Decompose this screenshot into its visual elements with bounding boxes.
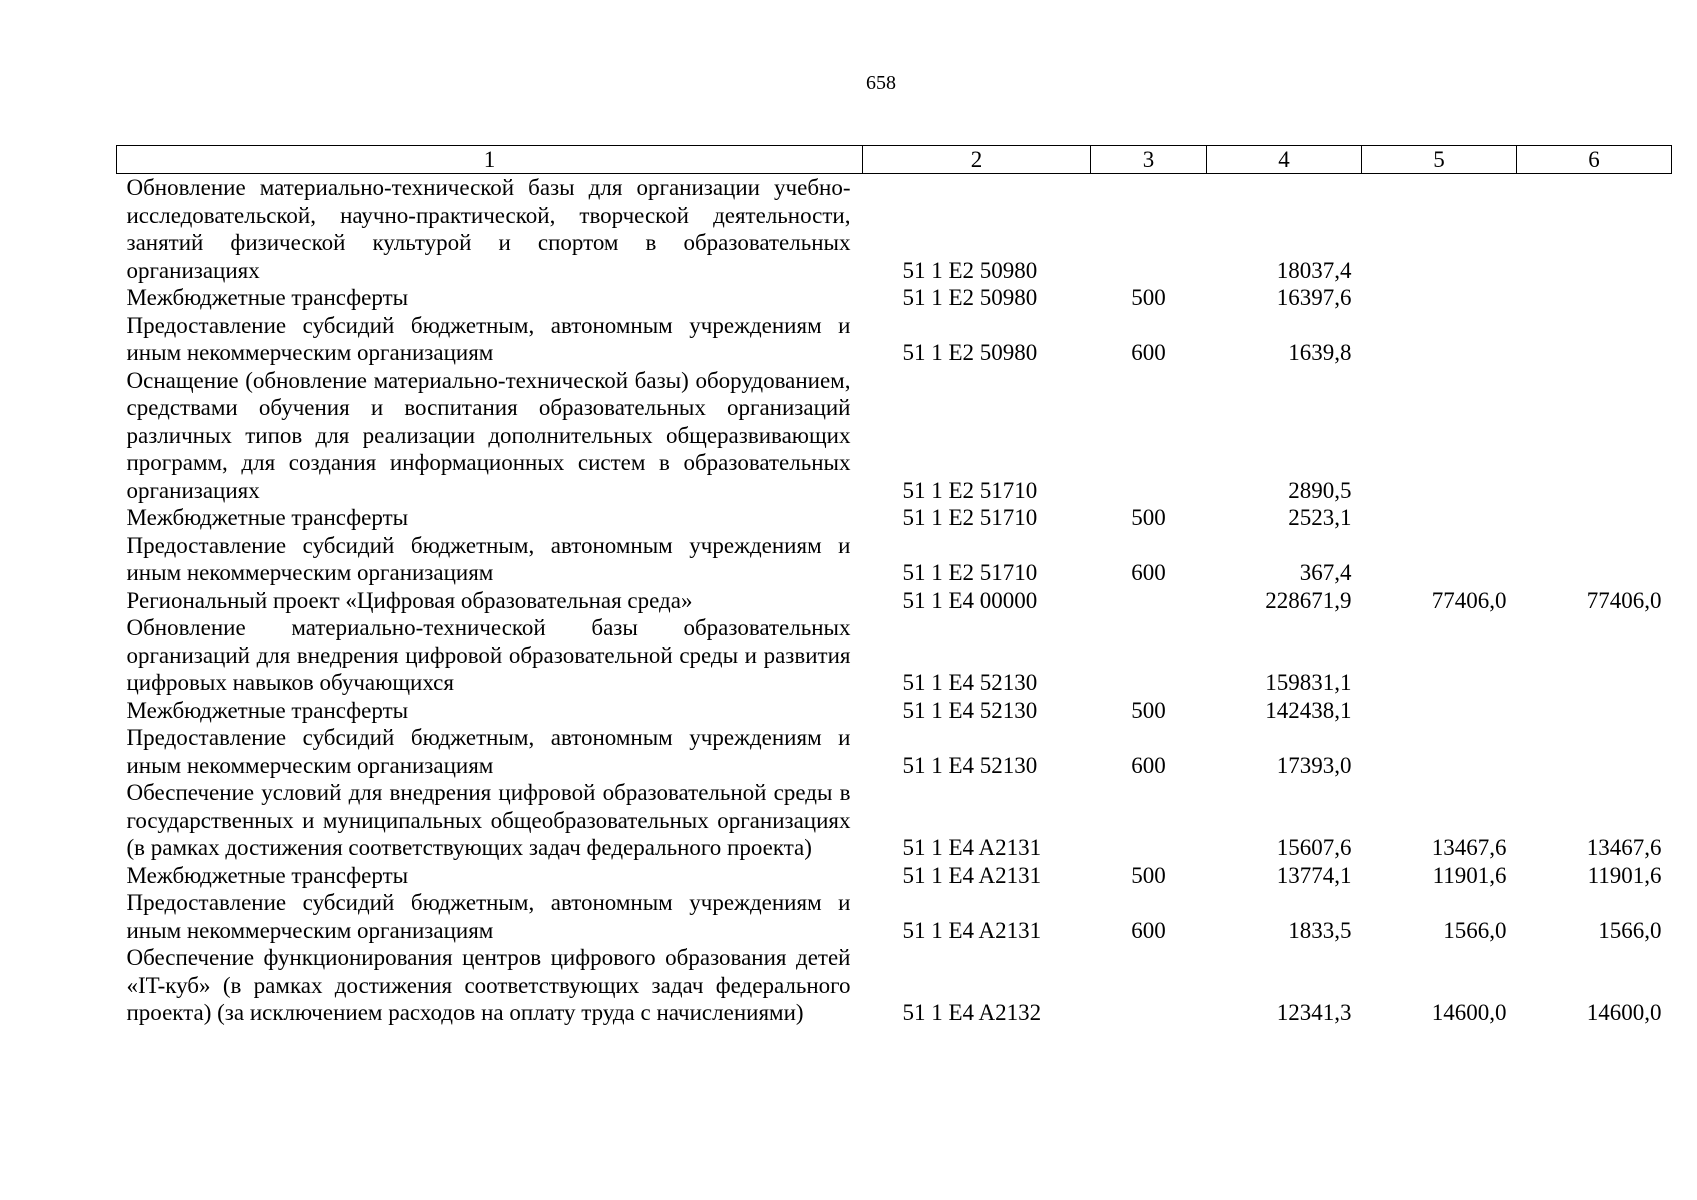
row-expense-type: 600 xyxy=(1131,917,1166,943)
row-value-col6 xyxy=(1517,697,1672,725)
row-value-col4: 18037,4 xyxy=(1276,257,1352,283)
table-row xyxy=(117,504,1672,532)
row-expense-type: 500 xyxy=(1131,862,1166,888)
row-name: Обновление материально-технической базы для организации учебно-исследовательской, научно-практической, творческой деятельности, занятий физической культурой и спортом в образовательных организациях xyxy=(126,175,851,283)
row-value-col5 xyxy=(1362,532,1517,587)
row-name: Оснащение (обновление материально-технической базы) оборудованием, средствами обучения и воспитания образовательных организаций различных типов для реализации дополнительных общеразвивающих программ, для создания информационных систем в образовательных организациях xyxy=(126,367,851,503)
column-header-5: 5 xyxy=(1362,146,1517,174)
row-code: 51 1 E2 50980 xyxy=(902,340,1038,365)
table-body xyxy=(117,174,1672,1027)
table-row xyxy=(117,944,1672,1027)
row-value-col6 xyxy=(1517,532,1672,587)
row-value-col6 xyxy=(1517,284,1672,312)
row-name: Региональный проект «Цифровая образовательная среда» xyxy=(126,587,693,613)
page-number: 658 xyxy=(866,72,896,94)
row-expense-type xyxy=(1091,614,1207,697)
column-header-3: 3 xyxy=(1091,146,1207,174)
row-value-col6 xyxy=(1517,614,1672,697)
row-value-col5: 11901,6 xyxy=(1432,862,1507,888)
row-value-col4: 16397,6 xyxy=(1276,285,1352,310)
row-value-col5: 14600,0 xyxy=(1431,1000,1507,1025)
row-value-col6: 11901,6 xyxy=(1587,862,1662,888)
row-value-col6 xyxy=(1517,367,1672,505)
row-expense-type xyxy=(1091,779,1207,862)
row-code: 51 1 E2 51710 xyxy=(902,505,1038,530)
header-row xyxy=(117,146,1672,174)
row-code: 51 1 E4 00000 xyxy=(902,587,1038,613)
row-value-col6: 14600,0 xyxy=(1586,1000,1662,1025)
table-row xyxy=(117,532,1672,587)
row-name: Межбюджетные трансферты xyxy=(126,862,409,888)
row-expense-type: 500 xyxy=(1131,505,1166,530)
row-code: 51 1 E2 50980 xyxy=(902,285,1038,310)
budget-table xyxy=(116,145,1672,1027)
row-name: Предоставление субсидий бюджетным, автономным учреждениям и иным некоммерческим организациям xyxy=(126,725,851,778)
row-value-col6 xyxy=(1517,724,1672,779)
row-value-col5 xyxy=(1362,504,1517,532)
row-value-col4: 2523,1 xyxy=(1288,505,1352,530)
row-value-col6: 77406,0 xyxy=(1586,587,1662,613)
table-row xyxy=(117,284,1672,312)
row-expense-type xyxy=(1091,367,1207,505)
table-row xyxy=(117,174,1672,285)
row-value-col6 xyxy=(1517,174,1672,285)
row-expense-type xyxy=(1091,944,1207,1027)
row-code: 51 1 E4 A2131 xyxy=(902,862,1042,888)
row-expense-type xyxy=(1091,174,1207,285)
row-code: 51 1 E4 A2131 xyxy=(902,917,1042,943)
row-code: 51 1 E4 A2131 xyxy=(902,835,1042,860)
row-value-col4: 12341,3 xyxy=(1276,1000,1352,1025)
row-name: Межбюджетные трансферты xyxy=(126,505,409,530)
row-name: Обеспечение функционирования центров цифрового образования детей «IT-куб» (в рамках достижения соответствующих задач федерального проекта) (за исключением расходов на оплату труда с начислениями) xyxy=(126,945,851,1025)
row-value-col4: 17393,0 xyxy=(1276,752,1352,778)
row-value-col4: 159831,1 xyxy=(1265,670,1352,695)
row-value-col5: 77406,0 xyxy=(1431,587,1507,613)
column-header-1: 1 xyxy=(117,146,863,174)
row-value-col4: 228671,9 xyxy=(1265,587,1352,613)
row-name: Обновление материально-технической базы образовательных организаций для внедрения цифровой образовательной среды и развития цифровых навыков обучающихся xyxy=(126,615,851,695)
row-value-col4: 367,4 xyxy=(1299,560,1352,585)
row-expense-type: 500 xyxy=(1131,697,1166,723)
row-value-col5 xyxy=(1362,367,1517,505)
row-value-col4: 142438,1 xyxy=(1265,697,1352,723)
row-expense-type: 600 xyxy=(1131,560,1166,585)
row-code: 51 1 E2 51710 xyxy=(902,477,1038,503)
row-code: 51 1 E2 50980 xyxy=(902,257,1038,283)
table-row xyxy=(117,889,1672,944)
row-value-col5 xyxy=(1362,697,1517,725)
row-value-col6: 1566,0 xyxy=(1598,917,1662,943)
row-name: Межбюджетные трансферты xyxy=(126,697,409,723)
row-value-col5: 13467,6 xyxy=(1431,835,1507,860)
row-value-col4: 1833,5 xyxy=(1288,917,1352,943)
table-row xyxy=(117,367,1672,505)
row-value-col4: 13774,1 xyxy=(1276,862,1352,888)
row-value-col6: 13467,6 xyxy=(1586,835,1662,860)
row-value-col6 xyxy=(1517,312,1672,367)
table-row xyxy=(117,587,1672,615)
table-header xyxy=(117,146,1672,174)
row-value-col5: 1566,0 xyxy=(1443,917,1507,943)
column-header-4: 4 xyxy=(1207,146,1362,174)
row-code: 51 1 E4 52130 xyxy=(902,697,1038,723)
column-header-2: 2 xyxy=(863,146,1091,174)
row-expense-type: 600 xyxy=(1131,752,1166,778)
row-value-col4: 2890,5 xyxy=(1288,477,1352,503)
row-code: 51 1 E4 52130 xyxy=(902,752,1038,778)
row-value-col4: 15607,6 xyxy=(1276,835,1352,860)
row-code: 51 1 E4 52130 xyxy=(902,670,1038,695)
row-value-col5 xyxy=(1362,724,1517,779)
row-name: Предоставление субсидий бюджетным, автономным учреждениям и иным некоммерческим организациям xyxy=(126,890,851,943)
row-expense-type xyxy=(1091,587,1207,615)
row-name: Предоставление субсидий бюджетным, автономным учреждениям и иным некоммерческим организациям xyxy=(126,312,851,365)
table-row xyxy=(117,862,1672,890)
table-row xyxy=(117,724,1672,779)
table-row xyxy=(117,697,1672,725)
row-value-col5 xyxy=(1362,312,1517,367)
table-row xyxy=(117,779,1672,862)
row-value-col4: 1639,8 xyxy=(1288,340,1352,365)
row-code: 51 1 E2 51710 xyxy=(902,560,1038,585)
table-row xyxy=(117,614,1672,697)
table-row xyxy=(117,312,1672,367)
row-code: 51 1 E4 A2132 xyxy=(902,1000,1042,1025)
row-name: Обеспечение условий для внедрения цифровой образовательной среды в государственных и муниципальных общеобразовательных организациях (в рамках достижения соответствующих задач федерального проекта) xyxy=(126,780,851,860)
row-value-col5 xyxy=(1362,284,1517,312)
row-value-col5 xyxy=(1362,614,1517,697)
row-name: Межбюджетные трансферты xyxy=(126,285,409,310)
row-expense-type: 600 xyxy=(1131,340,1166,365)
row-value-col5 xyxy=(1362,174,1517,285)
row-name: Предоставление субсидий бюджетным, автономным учреждениям и иным некоммерческим организациям xyxy=(126,532,851,585)
row-value-col6 xyxy=(1517,504,1672,532)
row-expense-type: 500 xyxy=(1131,285,1166,310)
column-header-6: 6 xyxy=(1517,146,1672,174)
